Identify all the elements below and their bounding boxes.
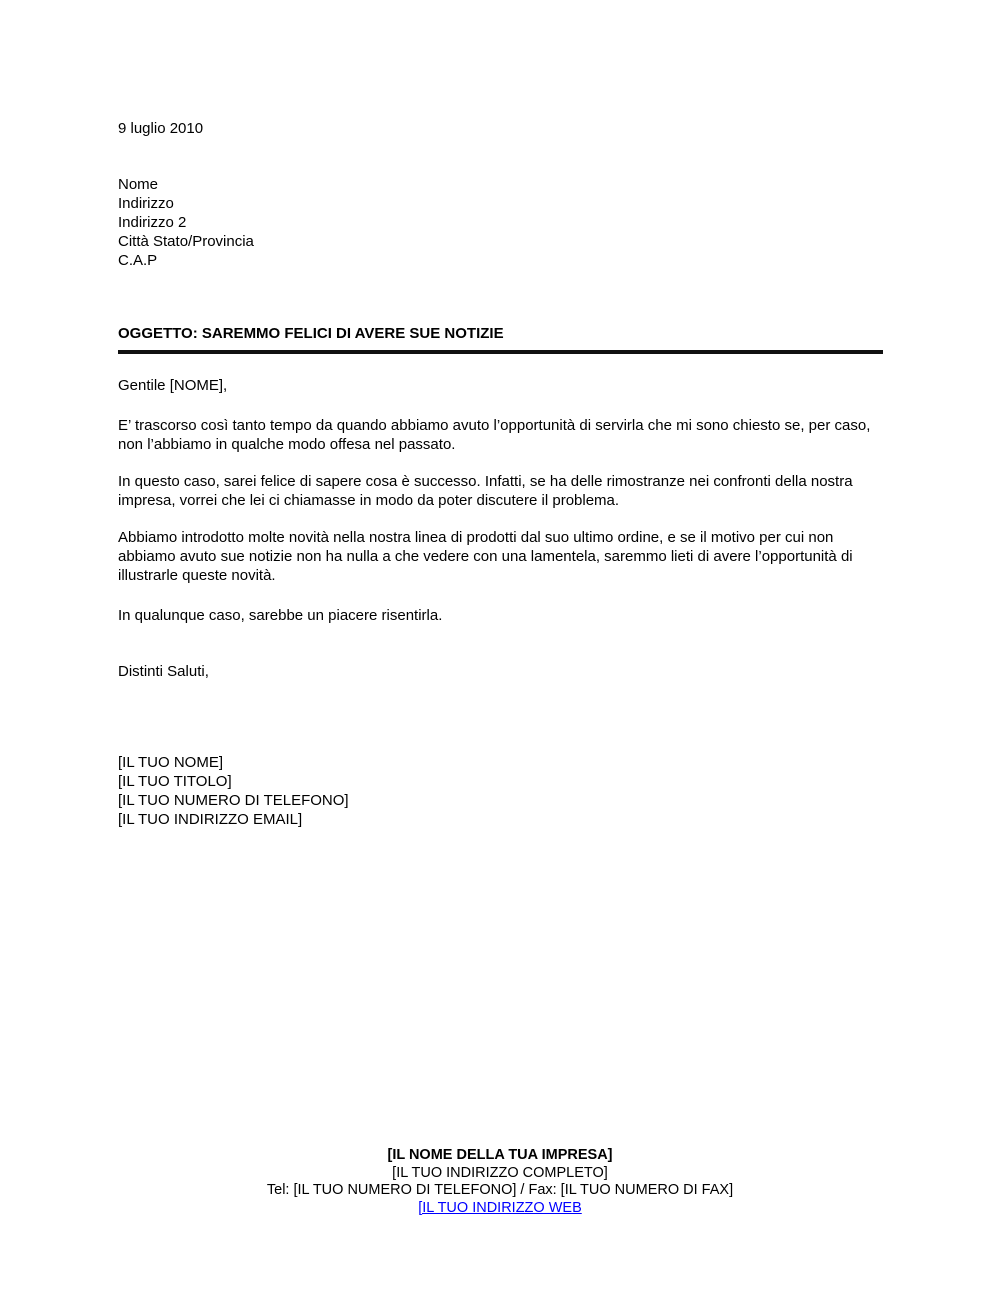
body-paragraph-4: In qualunque caso, sarebbe un piacere risentirla.	[118, 607, 443, 624]
greeting: Gentile [NOME],	[118, 377, 228, 394]
body-paragraph-3: Abbiamo introdotto molte novità nella nostra linea di prodotti dal suo ultimo ordine, e se il motivo per cui non abbiamo avuto sue notizie non ha nulla a che vedere con una lamentela, saremmo lieti di avere l’opportunità di illustrarle queste novità.	[118, 529, 853, 584]
signature-title: [IL TUO TITOLO]	[118, 773, 232, 790]
recipient-address-line2: Indirizzo 2	[118, 214, 187, 231]
footer-phone-fax: Tel: [IL TUO NUMERO DI TELEFONO] / Fax: [IL TUO NUMERO DI FAX]	[266, 1182, 734, 1198]
signature-block	[118, 753, 883, 829]
body-paragraph-1: E’ trascorso così tanto tempo da quando abbiamo avuto l’opportunità di servirla che mi sono chiesto se, per caso, non l’abbiamo in qualche modo offesa nel passato.	[118, 417, 871, 453]
footer-address: [IL TUO INDIRIZZO COMPLETO]	[392, 1164, 608, 1181]
letter-footer	[0, 1147, 1000, 1217]
recipient-zip: C.A.P	[118, 252, 158, 269]
signature-name: [IL TUO NOME]	[118, 754, 224, 771]
recipient-address-block	[118, 175, 883, 270]
recipient-city-state: Città Stato/Provincia	[118, 233, 254, 250]
recipient-address-line1: Indirizzo	[118, 195, 174, 212]
signature-phone: [IL TUO NUMERO DI TELEFONO]	[118, 792, 349, 809]
letter-date: 9 luglio 2010	[118, 120, 204, 137]
footer-web-link[interactable]: [IL TUO INDIRIZZO WEB	[418, 1199, 582, 1216]
letter-body	[118, 119, 883, 829]
recipient-name: Nome	[118, 176, 159, 193]
body-paragraph-2: In questo caso, sarei felice di sapere cosa è successo. Infatti, se ha delle rimostranze nei confronti della nostra impresa, vorrei che lei ci chiamasse in modo da poter discutere il problema.	[118, 473, 853, 509]
signature-email: [IL TUO INDIRIZZO EMAIL]	[118, 811, 303, 828]
subject-line: OGGETTO: SAREMMO FELICI DI AVERE SUE NOTIZIE	[118, 324, 883, 354]
footer-company-name: [IL NOME DELLA TUA IMPRESA]	[387, 1147, 613, 1163]
footer-web-row	[0, 1200, 1000, 1218]
closing-salutation: Distinti Saluti,	[118, 663, 209, 680]
